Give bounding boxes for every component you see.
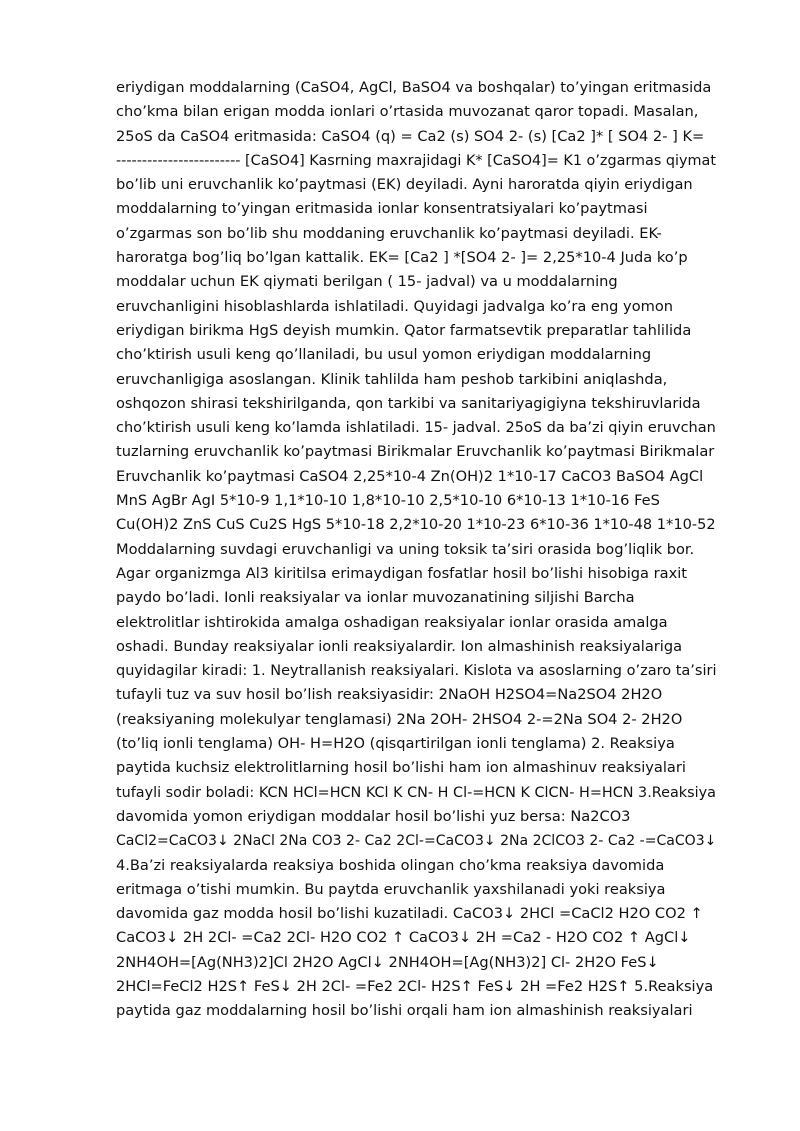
text-line: eriydigan moddalarning (CaSO4, AgCl, BaSO4 va boshqalar) to’yingan eritmasida xyxy=(116,79,712,96)
text-line: (to’liq ionli tenglama) OH- H=H2O (qisqartirilgan ionli tenglama) 2. Reaksiya xyxy=(116,735,675,753)
text-line: cho’ktirish usuli keng ko’lamda ishlatiladi. 15- jadval. 25oS da ba’zi qiyin eruvchan xyxy=(116,420,716,437)
text-line: o’zgarmas son bo’lib shu moddaning eruvchanlik ko’paytmasi deyiladi. EK- xyxy=(116,224,662,242)
text-line: bo’lib uni eruvchanlik ko’paytmasi (EK) deyiladi. Ayni haroratda qiyin eriydigan xyxy=(116,176,693,194)
text-line: CaCl2=CaCO3↓ 2NaCl 2Na CO3 2- Ca2 2Cl-=CaCO3↓ 2Na 2ClCO3 2- Ca2 -=CaCO3↓ xyxy=(116,833,717,850)
text-line: 2NH4OH=[Ag(NH3)2]Cl 2H2O AgCl↓ 2NH4OH=[Ag(NH3)2] Cl- 2H2O FeS↓ xyxy=(116,953,659,971)
text-line: 2HCl=FeCl2 H2S↑ FeS↓ 2H 2Cl- =Fe2 2Cl- H2S↑ FeS↓ 2H =Fe2 H2S↑ 5.Reaksiya xyxy=(116,977,714,995)
body-text xyxy=(116,76,716,1024)
text-line: paytida kuchsiz elektrolitlarning hosil bo’lishi ham ion almashinuv reaksiyalari xyxy=(116,759,686,777)
text-line: Moddalarning suvdagi eruvchanligi va uning toksik ta’siri orasida bog’liqlik bor. xyxy=(116,540,695,558)
text-line: 4.Ba’zi reaksiyalarda reaksiya boshida olingan cho’kma reaksiya davomida xyxy=(116,856,665,874)
text-line: cho’kma bilan erigan modda ionlari o’rtasida muvozanat qaror topadi. Masalan, xyxy=(116,103,699,121)
text-line: paydo bo’ladi. Ionli reaksiyalar va ionlar muvozanatining siljishi Barcha xyxy=(116,589,635,607)
text-line: oshadi. Bunday reaksiyalar ionli reaksiyalardir. Ion almashinish reaksiyalariga xyxy=(116,637,683,655)
text-line: cho’ktirish usuli keng qo’llaniladi, bu usul yomon eriydigan moddalarning xyxy=(116,346,652,364)
text-line: tufayli tuz va suv hosil bo’lish reaksiyasidir: 2NaOH H2SO4=Na2SO4 2H2O xyxy=(116,686,663,704)
text-line: eriydigan birikma HgS deyish mumkin. Qator farmatsevtik preparatlar tahlilida xyxy=(116,321,692,339)
text-line: davomida yomon eriydigan moddalar hosil bo’lishi yuz bersa: Na2CO3 xyxy=(116,807,631,825)
text-line: quyidagilar kiradi: 1. Neytrallanish reaksiyalari. Kislota va asoslarning o’zaro ta’siri xyxy=(116,663,717,680)
text-line: eruvchanligiga asoslangan. Klinik tahlilda ham peshob tarkibini aniqlashda, xyxy=(116,370,668,388)
text-line: Agar organizmga Al3 kiritilsa erimaydigan fosfatlar hosil bo’lishi hisobiga raxit xyxy=(116,564,687,582)
text-line: eritmaga o’tishi mumkin. Bu paytda eruvchanlik yaxshilanadi yoki reaksiya xyxy=(116,880,666,898)
text-line: 25oS da CaSO4 eritmasida: CaSO4 (q) = Ca2 (s) SO4 2- (s) [Ca2 ]* [ SO4 2- ] K= xyxy=(116,127,705,145)
text-line: davomida gaz modda hosil bo’lishi kuzatiladi. CaCO3↓ 2HCl =CaCl2 H2O CO2 ↑ xyxy=(116,905,703,923)
text-line: Cu(OH)2 ZnS CuS Cu2S HgS 5*10-18 2,2*10-20 1*10-23 6*10-36 1*10-48 1*10-52 xyxy=(116,516,716,534)
text-line: tuzlarning eruvchanlik ko’paytmasi Birikmalar Eruvchanlik ko’paytmasi Birikmalar xyxy=(116,443,715,461)
document-page xyxy=(116,76,716,1024)
text-line: oshqozon shirasi tekshirilganda, qon tarkibi va sanitariyagigiyna tekshiruvlarida xyxy=(116,394,701,412)
text-line: eruvchanligini hisoblashlarda ishlatiladi. Quyidagi jadvalga ko’ra eng yomon xyxy=(116,297,674,315)
text-line: paytida gaz moddalarning hosil bo’lishi orqali ham ion almashinish reaksiyalari xyxy=(116,1002,693,1020)
text-line: CaCO3↓ 2H 2Cl- =Ca2 2Cl- H2O CO2 ↑ CaCO3↓ 2H =Ca2 - H2O CO2 ↑ AgCl↓ xyxy=(116,929,691,947)
text-line: MnS AgBr AgI 5*10-9 1,1*10-10 1,8*10-10 2,5*10-10 6*10-13 1*10-16 FeS xyxy=(116,492,660,510)
text-line: Eruvchanlik ko’paytmasi CaSO4 2,25*10-4 Zn(OH)2 1*10-17 CaCO3 BaSO4 AgCl xyxy=(116,467,704,485)
text-line: (reaksiyaning molekulyar tenglamasi) 2Na 2OH- 2HSO4 2-=2Na SO4 2- 2H2O xyxy=(116,710,683,728)
text-line: moddalarning to’yingan eritmasida ionlar konsentratsiyalari ko’paytmasi xyxy=(116,200,648,218)
text-line: tufayli sodir boladi: KCN HCl=HCN KCl K CN- H Cl-=HCN K ClCN- H=HCN 3.Reaksiya xyxy=(116,784,716,801)
text-line: ------------------------ [CaSO4] Kasrning maxrajidagi K* [CaSO4]= K1 o’zgarmas qiymat xyxy=(116,152,716,169)
text-line: elektrolitlar ishtirokida amalga oshadigan reaksiyalar ionlar orasida amalga xyxy=(116,613,668,631)
text-line: haroratga bog’liq bo’lgan kattalik. EK= [Ca2 ] *[SO4 2- ]= 2,25*10-4 Juda ko’p xyxy=(116,249,688,267)
text-line: moddalar uchun EK qiymati berilgan ( 15- jadval) va u moddalarning xyxy=(116,273,618,291)
